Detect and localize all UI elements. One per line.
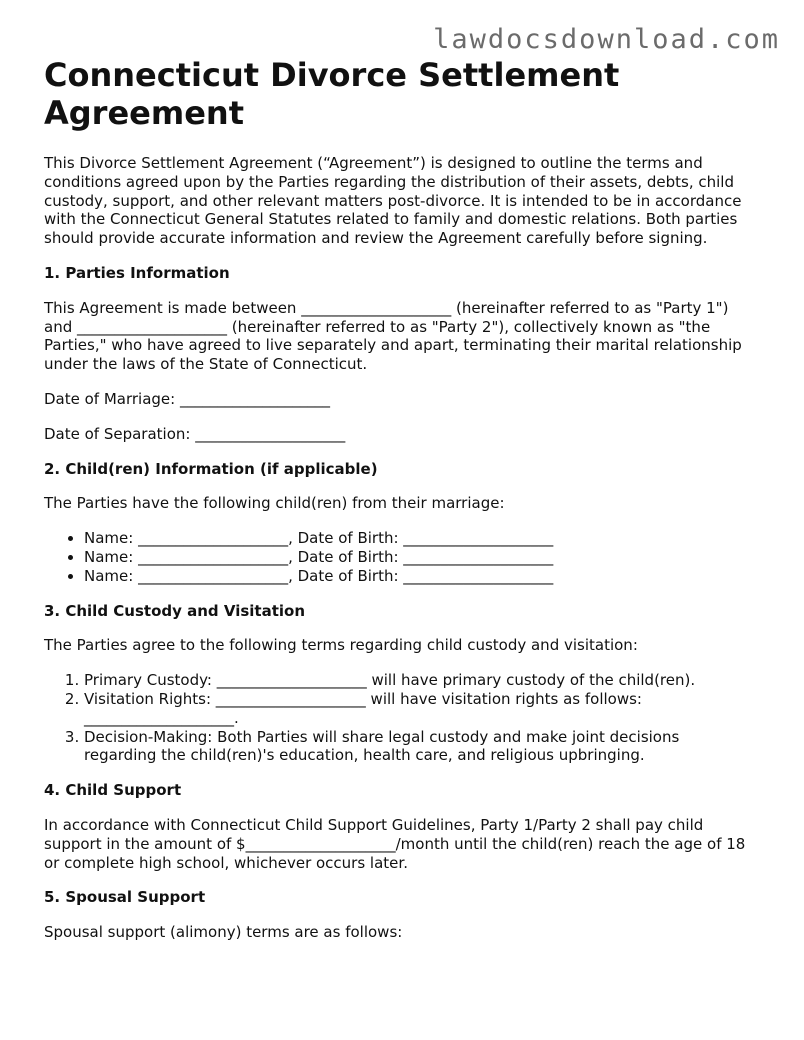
custody-term: 1. Primary Custody: ____________________ will have primary custody of the child(ren). (84, 671, 756, 690)
children-list (44, 529, 756, 585)
section-heading-child-support: 4. Child Support (44, 781, 182, 800)
child-entry: • Name: ____________________, Date of Birth: ____________________ (84, 548, 756, 567)
watermark-text: lawdocsdownload.com (433, 24, 780, 55)
document-body (44, 154, 756, 958)
date-of-marriage-line: Date of Marriage: ____________________ (44, 389, 330, 408)
custody-paragraph: The Parties agree to the following terms regarding child custody and visitation: (44, 636, 638, 655)
section-heading-spousal-support: 5. Spousal Support (44, 888, 206, 907)
children-paragraph: The Parties have the following child(ren) from their marriage: (44, 494, 505, 513)
child-entry: • Name: ____________________, Date of Birth: ____________________ (84, 567, 756, 586)
parties-paragraph: This Agreement is made between ____________________ (hereinafter referred to as "Party 1") and ____________________ (hereinafter referred to as "Party 2"), collectively known as "the Parties," who have agreed to live separately and apart, terminating their marital relationship under the laws of the State of Connecticut. (44, 298, 742, 374)
section-heading-custody: 3. Child Custody and Visitation (44, 601, 306, 620)
child-entry: • Name: ____________________, Date of Birth: ____________________ (84, 529, 756, 548)
intro-paragraph: This Divorce Settlement Agreement (“Agreement”) is designed to outline the terms and conditions agreed upon by the Parties regarding the distribution of their assets, debts, child custody, support, and other relevant matters post-divorce. It is intended to be in accordance with the Connecticut General Statutes related to family and domestic relations. Both parties should provide accurate information and review the Agreement carefully before signing. (44, 154, 742, 248)
custody-term: 2. Visitation Rights: ____________________ will have visitation rights as follows: ____________________. (84, 690, 756, 728)
custody-term: 3. Decision-Making: Both Parties will share legal custody and make joint decisions regarding the child(ren)'s education, health care, and religious upbringing. (84, 728, 756, 766)
custody-list (44, 671, 756, 765)
spousal-support-paragraph: Spousal support (alimony) terms are as follows: (44, 923, 403, 942)
date-of-separation-line: Date of Separation: ____________________ (44, 424, 346, 443)
section-heading-children: 2. Child(ren) Information (if applicable) (44, 459, 378, 478)
section-heading-parties: 1. Parties Information (44, 263, 230, 282)
document-title: Connecticut Divorce Settlement Agreement (44, 56, 620, 132)
child-support-paragraph: In accordance with Connecticut Child Support Guidelines, Party 1/Party 2 shall pay child support in the amount of $____________________/month until the child(ren) reach the age of 18 or complete high school, whichever occurs later. (44, 815, 746, 872)
